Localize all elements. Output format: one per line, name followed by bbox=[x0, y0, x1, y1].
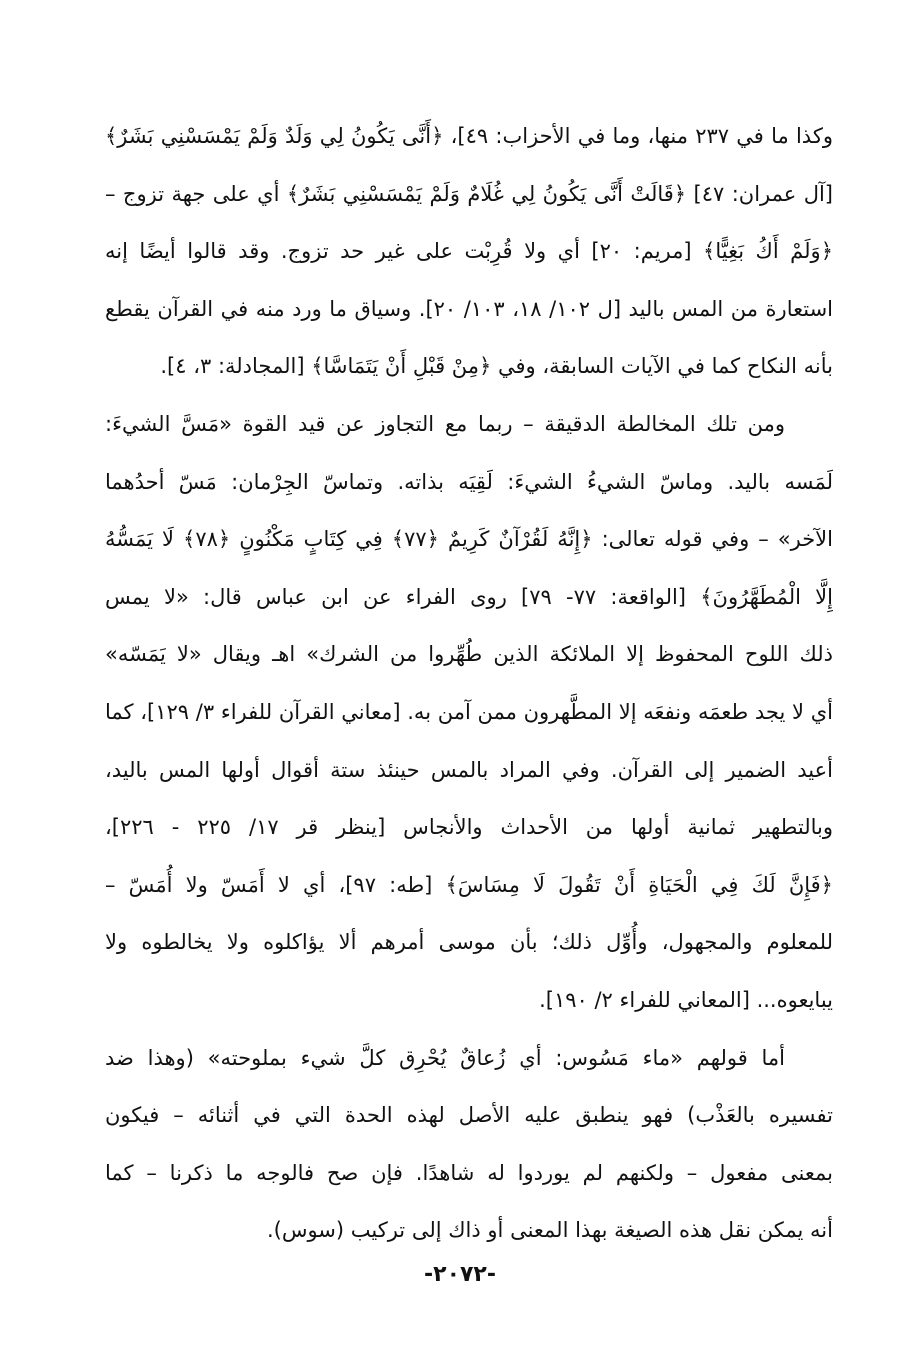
text-line: بمعنى مفعول – ولكنهم لم يوردوا له شاهدًا. فإن صح فالوجه ما ذكرنا – كما bbox=[105, 1160, 833, 1185]
text-line: بأنه النكاح كما في الآيات السابقة، وفي ﴿مِنْ قَبْلِ أَنْ يَتَمَاسَّا﴾ [المجادلة: ٣، ٤]. bbox=[160, 354, 833, 379]
text-line: أي لا يجد طعمَه ونفعَه إلا المطَّهرون ممن آمن به. [معاني القرآن للفراء ٣/ ١٢٩]، كما bbox=[105, 699, 833, 724]
text-line: إِلَّا الْمُطَهَّرُونَ﴾ [الواقعة: ٧٧- ٧٩] روى الفراء عن ابن عباس قال: «لا يمس bbox=[105, 584, 833, 609]
text-line: لَمَسه باليد. وماسّ الشيءُ الشيءَ: لَقِيَه بذاته. وتماسّ الجِرْمان: مَسّ أحدُهما bbox=[105, 469, 833, 494]
text-line: الآخر» – وفي قوله تعالى: ﴿إِنَّهُ لَقُرْآنٌ كَرِيمٌ ﴿٧٧﴾ فِي كِتَابٍ مَكْنُونٍ ﴿٧٨﴾ لَا يَمَسُّهُ bbox=[105, 527, 833, 552]
text-line: ومن تلك المخالطة الدقيقة – ربما مع التجاوز عن قيد القوة «مَسَّ الشيءَ: bbox=[105, 411, 785, 436]
text-line: ﴿فَإِنَّ لَكَ فِي الْحَيَاةِ أَنْ تَقُولَ لَا مِسَاسَ﴾ [طه: ٩٧]، أي لا أَمَسّ ولا أُمَسّ – bbox=[105, 872, 833, 897]
text-line: أعيد الضمير إلى القرآن. وفي المراد بالمس حينئذ ستة أقوال أولها المس باليد، bbox=[105, 757, 833, 782]
text-line: وكذا ما في ٢٣٧ منها، وما في الأحزاب: ٤٩]، ﴿أَنَّى يَكُونُ لِي وَلَدٌ وَلَمْ يَمْسَسْنِي بَشَرٌ﴾ bbox=[105, 124, 833, 148]
text-line: أما قولهم «ماء مَسُوس: أي زُعاقٌ يُحْرِق كلَّ شيء بملوحته» (وهذا ضد bbox=[105, 1045, 785, 1070]
paragraph bbox=[105, 1030, 833, 1260]
page-number: -٢٠٧٢- bbox=[424, 1262, 496, 1287]
text-line: استعارة من المس باليد [ل ١٠٢/ ١٨، ١٠٣/ ٢٠]. وسياق ما ورد منه في القرآن يقطع bbox=[105, 296, 833, 321]
paragraph bbox=[105, 396, 833, 1030]
text-line: للمعلوم والمجهول، وأُوِّل ذلك؛ بأن موسى أمرهم ألا يؤاكلوه ولا يخالطوه ولا bbox=[105, 930, 833, 955]
text-line: تفسيره بالعَذْب) فهو ينطبق عليه الأصل لهذه الحدة التي في أثنائه – فيكون bbox=[105, 1103, 833, 1128]
text-line: أنه يمكن نقل هذه الصيغة بهذا المعنى أو ذاك إلى تركيب (سوس). bbox=[266, 1218, 833, 1243]
text-line: [آل عمران: ٤٧] ﴿قَالَتْ أَنَّى يَكُونُ لِي غُلَامٌ وَلَمْ يَمْسَسْنِي بَشَرٌ﴾ أي على جهة تزوج – bbox=[105, 181, 833, 206]
body-text bbox=[105, 108, 833, 1260]
text-line: وبالتطهير ثمانية أولها من الأحداث والأنجاس [ينظر قر ١٧/ ٢٢٥ - ٢٢٦]، bbox=[105, 815, 833, 840]
text-line: ذلك اللوح المحفوظ إلا الملائكة الذين طُهِّروا من الشرك» اهـ ويقال «لا يَمَسّه» bbox=[105, 642, 833, 667]
paragraph bbox=[105, 108, 833, 396]
text-line: ﴿وَلَمْ أَكُ بَغِيًّا﴾ [مريم: ٢٠] أي ولا قُرِبْت على غير حد تزوج. وقد قالوا أيضًا إنه bbox=[105, 239, 833, 264]
text-line: يبايعوه... [المعاني للفراء ٢/ ١٩٠]. bbox=[539, 987, 833, 1012]
